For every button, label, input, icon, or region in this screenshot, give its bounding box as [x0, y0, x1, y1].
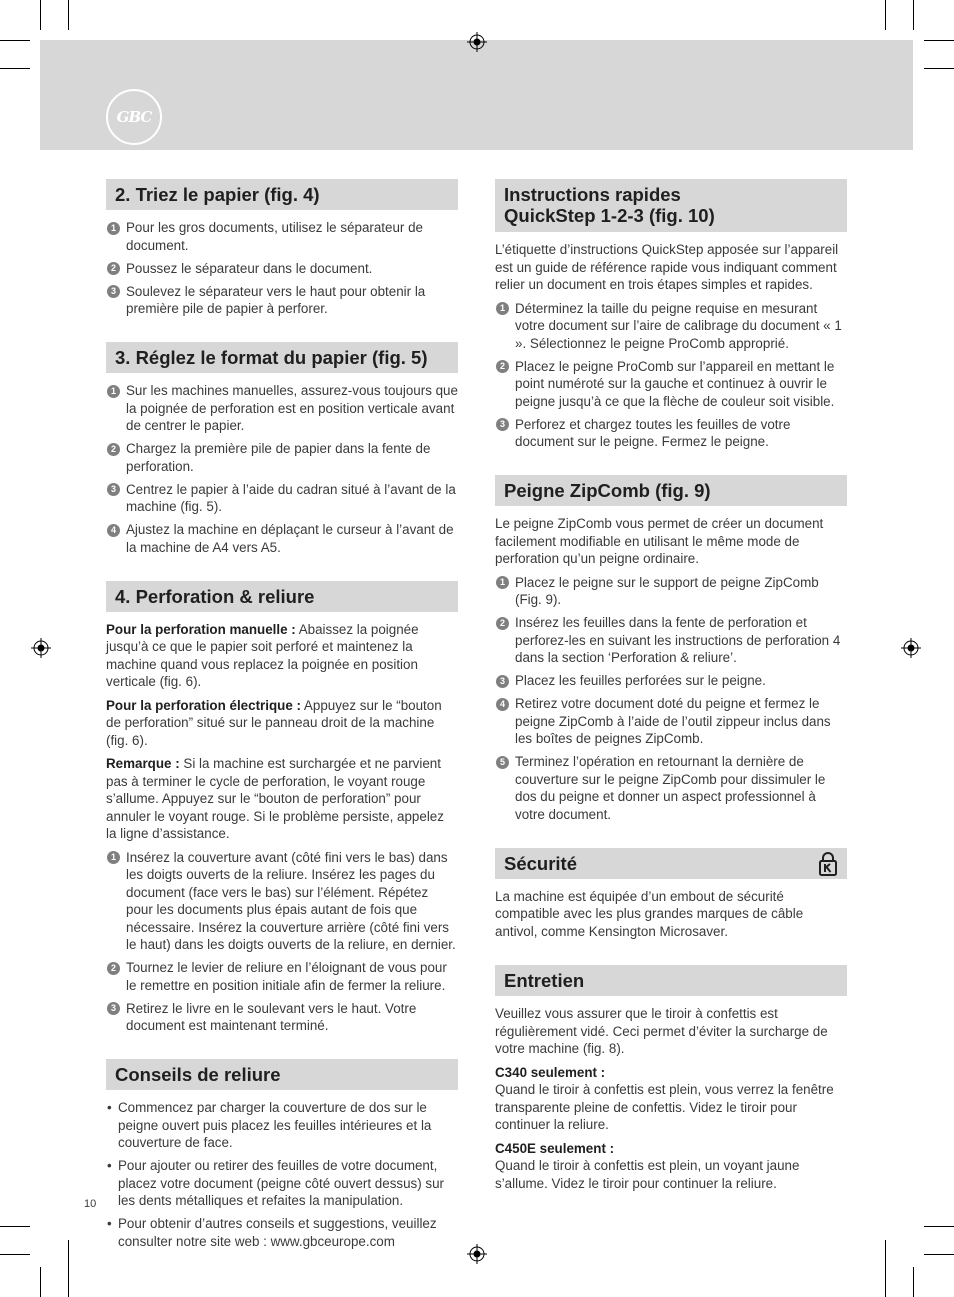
- step-badge: 2: [107, 262, 120, 275]
- registration-mark-icon: [467, 32, 487, 52]
- registration-mark-icon: [901, 638, 921, 658]
- page-number: 10: [84, 1198, 97, 1210]
- list-item: [495, 574, 847, 609]
- step-badge: 4: [107, 524, 120, 537]
- crop-mark: [913, 1267, 914, 1297]
- zipcomb-intro: Le peigne ZipComb vous permet de créer un document facilement modifiable en utilisant le même mode de perforation qu’un peigne ordinaire.: [495, 516, 824, 566]
- title-line: Instructions rapides: [504, 184, 681, 205]
- step-badge: 5: [496, 756, 509, 769]
- list-item: [106, 1000, 458, 1035]
- gbc-logo: [106, 89, 162, 145]
- electric-punch-paragraph: [106, 697, 458, 750]
- step-text: Retirez le livre en le soulevant vers le haut. Votre document est maintenant terminé.: [126, 1000, 417, 1033]
- crop-mark: [0, 1226, 30, 1227]
- section-title-security: [495, 848, 847, 879]
- crop-mark: [0, 40, 30, 41]
- section-title-binding-tips: Conseils de reliure: [106, 1059, 458, 1090]
- section-title-punch-bind: 4. Perforation & reliure: [106, 581, 458, 612]
- paragraph-text: Si la machine est surchargée et ne parvient pas à terminer le cycle de perforation, le voyant rouge s’allume. Appuyez sur le “bouton de perforation” pour annuler le voyant rouge. Si le problème persiste, appelez la ligne d’assistance.: [106, 756, 444, 841]
- step-text: Insérez la couverture avant (côté fini vers le bas) dans les doigts ouverts de la reliure. Insérez les pages du document (face vers le bas) sur l’élément. Répétez pour les documents plus épais autant de fois que nécessaire. Insérez la couverture arrière (côté fini vers le haut) dans les doigts ouverts de la reliure, en dernier.: [126, 849, 456, 952]
- step-badge: 3: [496, 675, 509, 688]
- registration-mark-icon: [31, 638, 51, 658]
- crop-mark: [40, 1267, 41, 1297]
- kensington-lock-icon: [819, 852, 837, 876]
- step-badge: 3: [107, 285, 120, 298]
- step-text: Poussez le séparateur dans le document.: [126, 260, 373, 276]
- list-item: [495, 753, 847, 823]
- step-badge: 3: [496, 418, 509, 431]
- step-text: Retirez votre document doté du peigne et fermez le peigne ZipComb à l’aide de l’outil zippeur inclus dans les boîtes de peignes ZipComb.: [515, 696, 831, 746]
- list-item: [495, 672, 847, 690]
- step-badge: 1: [496, 576, 509, 589]
- list-item: [106, 219, 458, 254]
- section-title-zipcomb: Peigne ZipComb (fig. 9): [495, 475, 847, 506]
- list-item: [495, 695, 847, 748]
- title-line: QuickStep 1-2-3 (fig. 10): [504, 205, 715, 226]
- step-badge: 1: [107, 222, 120, 235]
- list-item: [106, 260, 458, 278]
- paragraph-text: Appuyez sur le “bouton de perforation” situé sur le panneau droit de la machine (fig. 6).: [106, 697, 442, 748]
- list-item: [106, 959, 458, 994]
- step-text: Chargez la première pile de papier dans la fente de perforation.: [126, 441, 431, 474]
- header-band: [40, 40, 913, 150]
- bold-label: Pour la perforation manuelle :: [106, 621, 296, 637]
- note-paragraph: [106, 755, 458, 843]
- crop-mark: [924, 1254, 954, 1255]
- crop-mark: [0, 68, 30, 69]
- step-badge: 1: [107, 851, 120, 864]
- manual-punch-paragraph: [106, 621, 458, 691]
- step-badge: 1: [496, 302, 509, 315]
- step-text: Ajustez la machine en déplaçant le curseur à l’avant de la machine de A4 vers A5.: [126, 522, 454, 555]
- list-item: • Pour ajouter ou retirer des feuilles de votre document, placez votre document (peigne côté ouvert dessus) sur les dents métalliques et refaites la manipulation.: [106, 1157, 458, 1210]
- registration-mark-icon: [467, 1244, 487, 1264]
- crop-mark: [913, 0, 914, 30]
- step-text: Soulevez le séparateur vers le haut pour obtenir la première pile de papier à perforer.: [126, 283, 426, 316]
- step-text: Perforez et chargez toutes les feuilles de votre document sur le peigne. Fermez le peigne.: [515, 416, 791, 449]
- crop-mark: [885, 0, 886, 30]
- quickstep-intro: L’étiquette d’instructions QuickStep apposée sur l’appareil est un guide de référence rapide vous indiquant comment relier un document en trois étapes simples et rapides.: [495, 242, 839, 292]
- list-item: • Commencez par charger la couverture de dos sur le peigne ouvert puis placez les feuilles intérieures et la couverture de face.: [106, 1099, 458, 1152]
- crop-mark: [924, 1226, 954, 1227]
- crop-mark: [0, 1254, 30, 1255]
- step-badge: 2: [496, 617, 509, 630]
- list-item: [106, 521, 458, 556]
- list-item: [495, 358, 847, 411]
- c340-heading: C340 seulement :: [495, 1064, 606, 1080]
- section-title-quickstep: [495, 179, 847, 232]
- list-item: [106, 440, 458, 475]
- c450e-heading: C450E seulement :: [495, 1140, 615, 1156]
- crop-mark: [40, 0, 41, 30]
- bold-label: Pour la perforation électrique :: [106, 697, 301, 713]
- crop-mark: [885, 1240, 886, 1297]
- step-badge: 3: [107, 1002, 120, 1015]
- step-badge: 2: [107, 443, 120, 456]
- bold-label: Remarque :: [106, 756, 180, 771]
- gbc-logo-text: GBC: [116, 108, 152, 126]
- step-text: Placez le peigne ProComb sur l’appareil en mettant le point numéroté sur la gauche et continuez à ouvrir le peigne jusqu’à ce que la flèche de couleur soit visible.: [515, 358, 835, 409]
- step-text: Sur les machines manuelles, assurez-vous toujours que la poignée de perforation est en position verticale avant de centrer le papier.: [126, 383, 458, 433]
- list-item: [106, 382, 458, 435]
- step-text: Placez les feuilles perforées sur le peigne.: [515, 673, 766, 688]
- maintenance-intro: Veuillez vous assurer que le tiroir à confettis est régulièrement vidé. Ceci permet d’éviter la surcharge de votre machine (fig. 8).: [495, 1006, 828, 1056]
- crop-mark: [68, 0, 69, 30]
- step-badge: 4: [496, 698, 509, 711]
- step-text: Insérez les feuilles dans la fente de perforation et perforez-les en suivant les instructions de perforation 4 dans la section ‘Perforation & reliure’.: [515, 615, 841, 665]
- step-badge: 1: [107, 385, 120, 398]
- step-text: Placez le peigne sur le support de peigne ZipComb (Fig. 9).: [515, 574, 819, 607]
- step-text: Pour les gros documents, utilisez le séparateur de document.: [126, 220, 423, 253]
- section-title-maintenance: Entretien: [495, 965, 847, 996]
- list-item: [495, 300, 847, 353]
- list-item: [106, 481, 458, 516]
- step-badge: 3: [107, 483, 120, 496]
- step-badge: 2: [496, 360, 509, 373]
- crop-mark: [68, 1240, 69, 1297]
- step-text: Centrez le papier à l’aide du cadran situé à l’avant de la machine (fig. 5).: [126, 481, 456, 514]
- crop-mark: [924, 40, 954, 41]
- left-column: [106, 179, 458, 1256]
- section-title-text: Sécurité: [504, 852, 578, 874]
- step-text: Terminez l’opération en retournant la dernière de couverture sur le peigne ZipComb pour dissimuler le dos du peigne et donner un aspect professionnel à votre document.: [515, 754, 826, 822]
- list-item: [106, 849, 458, 954]
- list-item: [106, 283, 458, 318]
- list-item: • Pour obtenir d’autres conseils et suggestions, veuillez consulter notre site web : www.gbceurope.com: [106, 1215, 458, 1250]
- step-badge: 2: [107, 962, 120, 975]
- list-item: [495, 416, 847, 451]
- c450e-text: Quand le tiroir à confettis est plein, un voyant jaune s’allume. Videz le tiroir pour continuer la reliure.: [495, 1158, 800, 1191]
- step-text: Déterminez la taille du peigne requise en mesurant votre document sur l’aire de calibrage du document « 1 ». Sélectionnez le peigne ProComb approprié.: [515, 300, 842, 351]
- section-title-sort-paper: 2. Triez le papier (fig. 4): [106, 179, 458, 210]
- security-text: La machine est équipée d’un embout de sécurité compatible avec les plus grandes marques de câble antivol, comme Kensington Microsaver.: [495, 888, 804, 939]
- c340-text: Quand le tiroir à confettis est plein, vous verrez la fenêtre transparente pleine de confettis. Videz le tiroir pour continuer la reliure.: [495, 1082, 834, 1132]
- section-title-paper-format: 3. Réglez le format du papier (fig. 5): [106, 342, 458, 373]
- crop-mark: [924, 68, 954, 69]
- list-item: [495, 614, 847, 667]
- right-column: [495, 179, 847, 1198]
- step-text: Tournez le levier de reliure en l’éloignant de vous pour le remettre en position initiale afin de fermer la reliure.: [126, 960, 447, 993]
- paragraph-text: Abaissez la poignée jusqu’à ce que le papier soit perforé et maintenez la machine quand vous replacez la poignée en position verticale (fig. 6).: [106, 621, 419, 689]
